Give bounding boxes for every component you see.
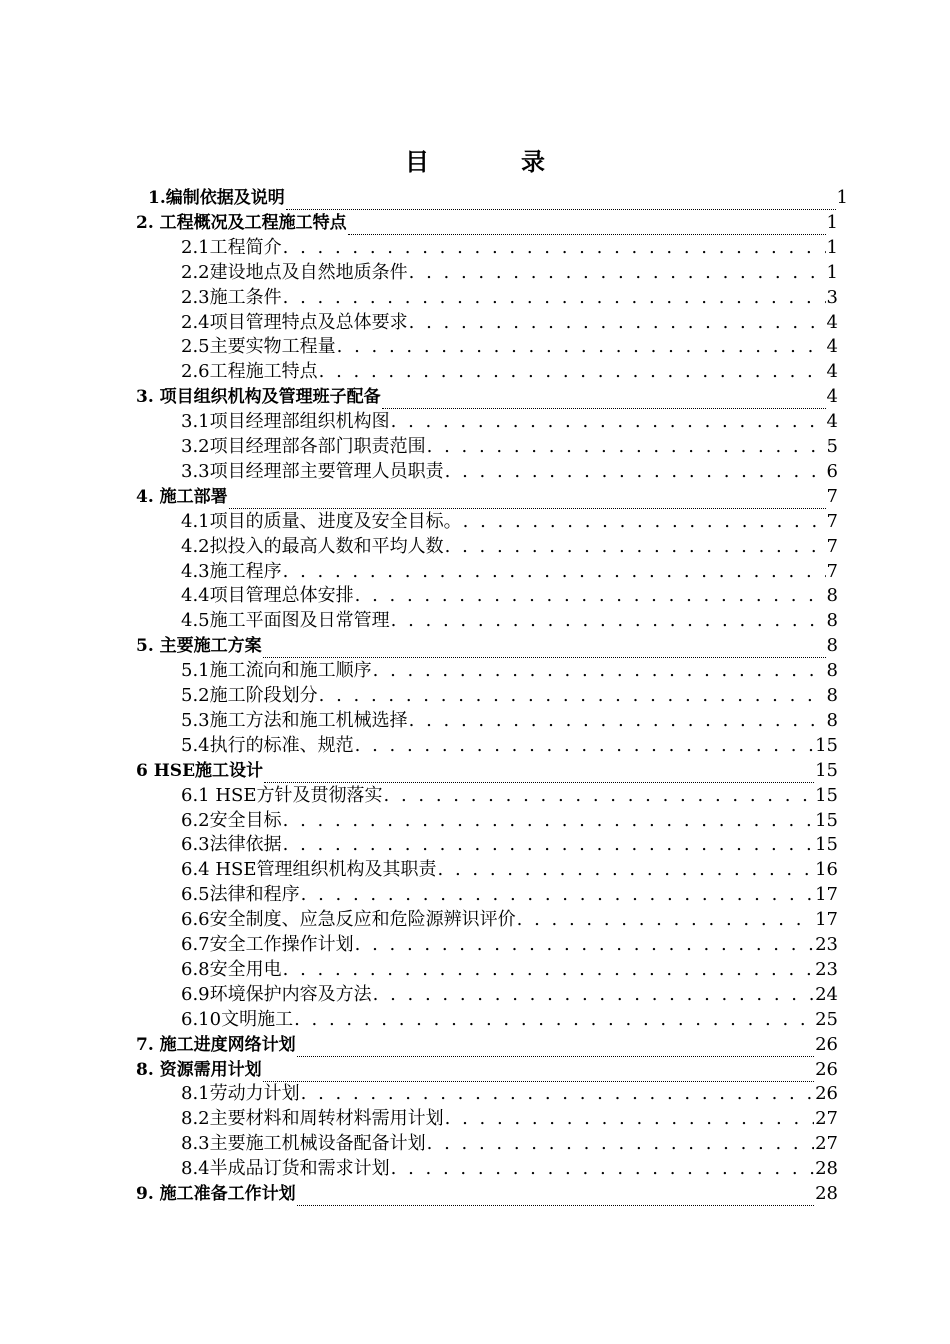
toc-entry-title: 9. 施工准备工作计划 xyxy=(136,1184,296,1204)
toc-entry-title: 6.1 HSE方针及贯彻落实 xyxy=(181,784,383,806)
toc-entry-title: 4.4项目管理总体安排 xyxy=(181,585,354,607)
toc-section-entry[interactable] xyxy=(181,584,838,608)
toc-entry-title: 1.编制依据及说明 xyxy=(148,188,285,208)
toc-section-entry[interactable] xyxy=(181,410,838,434)
toc-leader-dots xyxy=(445,460,826,484)
toc-section-entry[interactable] xyxy=(181,360,838,384)
toc-page-number: 7 xyxy=(826,485,838,507)
toc-entry-title: 2.2建设地点及自然地质条件 xyxy=(181,261,408,283)
toc-page-number: 17 xyxy=(815,909,838,931)
toc-entry-title: 8.2主要材料和周转材料需用计划 xyxy=(181,1108,444,1130)
toc-section-entry[interactable] xyxy=(181,833,838,857)
toc-leader-dots xyxy=(409,709,826,733)
toc-leader-dots xyxy=(283,236,826,260)
toc-entry-title: 2. 工程概况及工程施工特点 xyxy=(136,212,347,233)
toc-leader-dots xyxy=(319,360,826,384)
toc-section-entry[interactable] xyxy=(181,734,838,758)
toc-page-number: 1 xyxy=(826,236,838,258)
toc-section-entry[interactable] xyxy=(181,236,838,260)
toc-leader-dots xyxy=(229,490,826,509)
toc-leader-dots xyxy=(263,639,826,658)
toc-leader-dots xyxy=(427,1132,814,1156)
toc-leader-dots xyxy=(445,535,826,559)
toc-leader-dots xyxy=(264,764,814,783)
toc-section-entry[interactable] xyxy=(181,858,838,882)
toc-leader-dots xyxy=(463,510,826,534)
toc-leader-dots xyxy=(319,684,826,708)
toc-page-number: 23 xyxy=(815,934,838,955)
toc-entry-title: 5.1施工流向和施工顺序 xyxy=(181,660,372,682)
toc-page-number: 15 xyxy=(815,809,838,831)
toc-entry-title: 6.6安全制度、应急反应和危险源辨识评价 xyxy=(181,909,516,931)
toc-page-number: 4 xyxy=(826,311,838,333)
toc-entry-title: 6.3法律依据 xyxy=(181,834,282,856)
toc-chapter-entry[interactable] xyxy=(136,211,838,235)
toc-entry-title: 2.6工程施工特点 xyxy=(181,361,318,383)
toc-chapter-entry[interactable] xyxy=(148,186,848,210)
toc-chapter-entry[interactable] xyxy=(136,385,838,409)
toc-page-number: 15 xyxy=(815,834,838,856)
toc-page-number: 4 xyxy=(826,336,838,358)
toc-leader-dots xyxy=(409,261,826,285)
toc-page-number: 17 xyxy=(815,884,838,906)
toc-page-number: 4 xyxy=(826,361,838,383)
toc-entry-title: 2.4项目管理特点及总体要求 xyxy=(181,311,408,333)
toc-page-number: 1 xyxy=(836,187,848,208)
toc-leader-dots xyxy=(283,286,826,310)
toc-leader-dots xyxy=(391,1157,814,1181)
toc-leader-dots xyxy=(384,784,815,808)
toc-section-entry[interactable] xyxy=(181,908,838,932)
toc-entry-title: 6.7安全工作操作计划 xyxy=(181,934,354,955)
toc-section-entry[interactable] xyxy=(181,460,838,484)
toc-entry-title: 2.1工程简介 xyxy=(181,236,282,258)
toc-page-number: 15 xyxy=(815,734,838,756)
toc-leader-dots xyxy=(373,659,826,683)
toc-entry-title: 5.4执行的标准、规范 xyxy=(181,734,354,756)
toc-page-number: 28 xyxy=(815,1158,838,1180)
toc-entry-title: 4.5施工平面图及日常管理 xyxy=(181,610,390,632)
toc-chapter-entry[interactable] xyxy=(136,1058,838,1082)
toc-section-entry[interactable] xyxy=(181,1008,838,1032)
toc-entry-title: 4.2拟投入的最高人数和平均人数 xyxy=(181,535,444,557)
toc-chapter-entry[interactable] xyxy=(136,1182,838,1206)
toc-section-entry[interactable] xyxy=(181,659,838,683)
toc-entry-title: 2.3施工条件 xyxy=(181,286,282,308)
toc-section-entry[interactable] xyxy=(181,1107,838,1131)
toc-page-number: 8 xyxy=(826,610,838,632)
toc-entry-title: 6.2安全目标 xyxy=(181,809,282,831)
toc-page-number: 26 xyxy=(815,1058,838,1080)
toc-page-number: 8 xyxy=(826,709,838,731)
toc-entry-title: 8.1劳动力计划 xyxy=(181,1083,300,1105)
toc-leader-dots xyxy=(283,809,814,833)
toc-entry-title: 5. 主要施工方案 xyxy=(136,636,262,657)
toc-section-entry[interactable] xyxy=(181,1157,838,1181)
toc-section-entry[interactable] xyxy=(181,933,838,957)
toc-page-number: 1 xyxy=(826,211,838,233)
toc-page-number: 8 xyxy=(826,685,838,706)
toc-chapter-entry[interactable] xyxy=(136,634,838,658)
toc-title: 目 录 xyxy=(405,147,579,176)
toc-leader-dots xyxy=(409,311,826,335)
toc-section-entry[interactable] xyxy=(181,983,838,1007)
toc-section-entry[interactable] xyxy=(181,535,838,559)
toc-page-number: 7 xyxy=(826,510,838,532)
toc-page-number: 28 xyxy=(815,1183,838,1204)
toc-entry-title: 6.9环境保护内容及方法 xyxy=(181,983,372,1005)
toc-page-number: 24 xyxy=(815,983,838,1005)
toc-leader-dots xyxy=(355,933,814,957)
toc-page-number: 8 xyxy=(826,585,838,607)
toc-page-number: 26 xyxy=(815,1083,838,1105)
toc-leader-dots xyxy=(427,435,826,459)
toc-entry-title: 8.4半成品订货和需求计划 xyxy=(181,1158,390,1180)
toc-page-number: 4 xyxy=(826,411,838,433)
toc-section-entry[interactable] xyxy=(181,286,838,310)
toc-entry-title: 6.5法律和程序 xyxy=(181,884,300,906)
toc-section-entry[interactable] xyxy=(181,958,838,982)
toc-section-entry[interactable] xyxy=(181,1132,838,1156)
toc-section-entry[interactable] xyxy=(181,510,838,534)
toc-page-number: 1 xyxy=(826,261,838,283)
toc-section-entry[interactable] xyxy=(181,261,838,285)
toc-section-entry[interactable] xyxy=(181,684,838,708)
toc-entry-title: 6.10文明施工 xyxy=(181,1008,294,1030)
toc-leader-dots xyxy=(391,410,826,434)
toc-leader-dots xyxy=(286,191,836,210)
toc-entry-title: 4.3施工程序 xyxy=(181,560,282,582)
toc-section-entry[interactable] xyxy=(181,311,838,335)
toc-page-number: 25 xyxy=(815,1008,838,1030)
toc-page-number: 8 xyxy=(826,660,838,682)
toc-chapter-entry[interactable] xyxy=(136,759,838,783)
toc-leader-dots xyxy=(438,858,815,882)
toc-page-number: 26 xyxy=(815,1033,838,1055)
toc-entry-title: 3. 项目组织机构及管理班子配备 xyxy=(136,387,381,408)
toc-leader-dots xyxy=(373,983,814,1007)
toc-leader-dots xyxy=(382,390,826,409)
toc-section-entry[interactable] xyxy=(181,1082,838,1106)
toc-entry-title: 8. 资源需用计划 xyxy=(136,1059,262,1080)
toc-leader-dots xyxy=(355,584,826,608)
toc-chapter-entry[interactable] xyxy=(136,485,838,509)
toc-page-number: 23 xyxy=(815,958,838,980)
toc-entry-title: 3.1项目经理部组织机构图 xyxy=(181,411,390,433)
toc-page-number: 3 xyxy=(826,286,838,308)
toc-page-number: 7 xyxy=(826,535,838,557)
toc-leader-dots xyxy=(283,833,814,857)
toc-leader-dots xyxy=(391,609,826,633)
toc-page-number: 5 xyxy=(826,436,838,457)
toc-entry-title: 5.2施工阶段划分 xyxy=(181,685,318,706)
toc-section-entry[interactable] xyxy=(181,335,838,359)
toc-leader-dots xyxy=(301,883,814,907)
toc-leader-dots xyxy=(283,958,814,982)
toc-page-number: 27 xyxy=(815,1133,838,1155)
toc-entry-title: 4.1项目的质量、进度及安全目标。 xyxy=(181,510,462,532)
toc-entry-title: 8.3主要施工机械设备配备计划 xyxy=(181,1133,426,1155)
toc-page-number: 7 xyxy=(826,560,838,582)
toc-leader-dots xyxy=(297,1038,814,1057)
toc-entry-title: 3.3项目经理部主要管理人员职责 xyxy=(181,460,444,482)
toc-entry-title: 3.2项目经理部各部门职责范围 xyxy=(181,436,426,457)
toc-section-entry[interactable] xyxy=(181,784,838,808)
toc-entry-title: 6 HSE施工设计 xyxy=(136,760,264,781)
toc-page-number: 15 xyxy=(815,759,838,781)
toc-entry-title: 6.4 HSE管理组织机构及其职责 xyxy=(181,859,437,881)
toc-leader-dots xyxy=(297,1187,814,1206)
toc-section-entry[interactable] xyxy=(181,609,838,633)
toc-leader-dots xyxy=(263,1063,814,1082)
toc-entry-title: 6.8安全用电 xyxy=(181,958,282,980)
toc-section-entry[interactable] xyxy=(181,560,838,584)
toc-leader-dots xyxy=(517,908,814,932)
toc-entry-title: 4. 施工部署 xyxy=(136,486,228,507)
toc-page-number: 16 xyxy=(815,859,838,881)
toc-leader-dots xyxy=(355,734,814,758)
toc-page-number: 4 xyxy=(826,386,838,408)
toc-leader-dots xyxy=(294,1008,814,1032)
toc-page-number: 15 xyxy=(815,784,838,806)
toc-leader-dots xyxy=(445,1107,814,1131)
toc-leader-dots xyxy=(337,335,826,359)
toc-section-entry[interactable] xyxy=(181,883,838,907)
toc-leader-dots xyxy=(301,1082,814,1106)
toc-leader-dots xyxy=(283,560,826,584)
toc-leader-dots xyxy=(348,216,826,235)
toc-entry-title: 7. 施工进度网络计划 xyxy=(136,1034,296,1055)
toc-page-number: 8 xyxy=(826,635,838,657)
toc-page-number: 27 xyxy=(815,1108,838,1130)
toc-section-entry[interactable] xyxy=(181,809,838,833)
toc-section-entry[interactable] xyxy=(181,435,838,459)
toc-chapter-entry[interactable] xyxy=(136,1033,838,1057)
toc-entry-title: 2.5主要实物工程量 xyxy=(181,336,336,358)
toc-entry-title: 5.3施工方法和施工机械选择 xyxy=(181,709,408,731)
toc-page-number: 6 xyxy=(826,460,838,482)
toc-section-entry[interactable] xyxy=(181,709,838,733)
